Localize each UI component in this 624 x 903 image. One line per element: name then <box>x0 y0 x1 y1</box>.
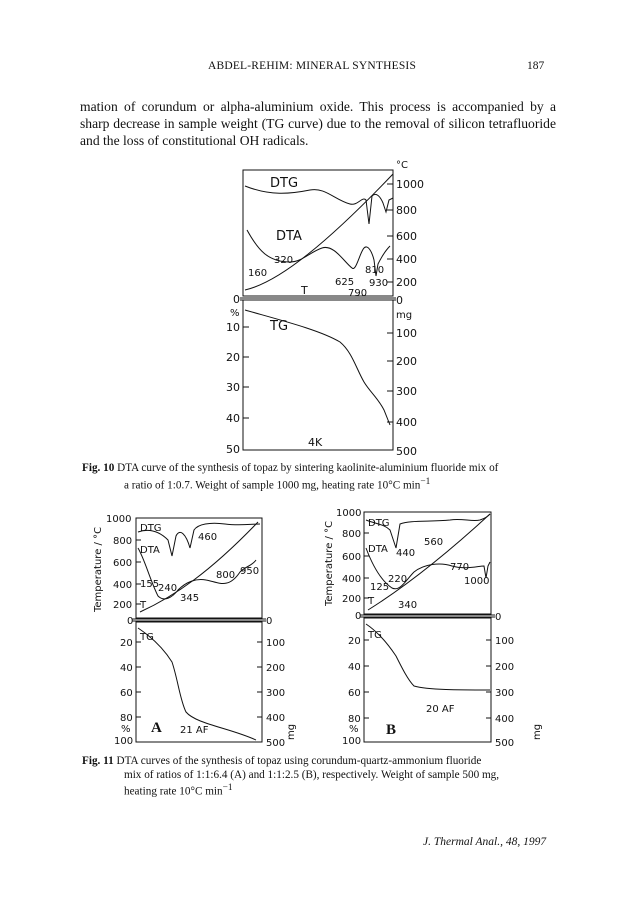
fig10-peak-790: 790 <box>348 288 368 299</box>
fig11-caption-sup: −1 <box>222 783 233 793</box>
fig11a-peak-460: 460 <box>198 532 218 543</box>
fig10-left-zero: 0 <box>233 293 240 306</box>
fig10-right-tick-400mg: 400 <box>396 416 417 429</box>
fig10-left-tick-20: 20 <box>226 351 240 364</box>
fig11a-pct-tick-40: 40 <box>120 663 133 674</box>
fig10-tg-label: TG <box>270 319 289 334</box>
fig10-caption-sup: −1 <box>420 476 431 487</box>
fig11a-peak-155: 155 <box>140 579 160 590</box>
fig10-right-tick-0: 0 <box>396 294 403 307</box>
fig11-caption-line3: heating rate 10°C min <box>124 785 223 798</box>
figure-11-caption <box>82 755 552 799</box>
fig11b-t-label: T <box>368 596 375 607</box>
fig11b-temp-tick-1000: 1000 <box>336 508 362 519</box>
fig11-caption-label: Fig. 11 <box>82 755 114 767</box>
fig10-left-tick-50: 50 <box>226 443 240 456</box>
fig11b-temp-tick-200: 200 <box>342 594 362 605</box>
fig11b-tg-curve <box>366 624 490 690</box>
fig10-right-tick-400: 400 <box>396 253 417 266</box>
fig10-right-tick-500: 500 <box>396 445 417 458</box>
fig10-right-tick-300: 300 <box>396 385 417 398</box>
fig11b-mg-tick-100: 100 <box>495 636 515 647</box>
fig11b-temp-tick-400: 400 <box>342 574 362 585</box>
fig11b-peak-770: 770 <box>450 562 470 573</box>
fig11b-dta-label: DTA <box>368 544 388 555</box>
fig10-caption-label: Fig. 10 <box>82 462 115 474</box>
fig10-dta-label: DTA <box>276 229 302 244</box>
fig11a-dta-label: DTA <box>140 545 160 556</box>
fig11b-peak-560: 560 <box>424 537 444 548</box>
fig11a-temp-tick-200: 200 <box>113 600 133 611</box>
fig10-right-tick-800: 800 <box>396 204 417 217</box>
fig11b-tg-label: TG <box>368 630 382 641</box>
fig10-peak-625: 625 <box>335 277 355 288</box>
fig11b-pct-tick-40: 40 <box>348 662 361 673</box>
fig10-lower-frame <box>243 300 393 450</box>
fig11b-pct-unit: % <box>349 724 359 735</box>
fig10-right-tick-1000: 1000 <box>396 178 424 191</box>
fig10-right-tick-200: 200 <box>396 276 417 289</box>
fig10-dtg-label: DTG <box>270 176 299 191</box>
fig11b-pct-tick-80: 80 <box>348 714 361 725</box>
fig11b-temp-tick-600: 600 <box>342 552 362 563</box>
fig10-right-tick-600: 600 <box>396 230 417 243</box>
fig11b-mg-tick-200: 200 <box>495 662 515 673</box>
fig11a-mg-tick-500: 500 <box>266 738 286 749</box>
fig11b-pct-tick-60: 60 <box>348 688 361 699</box>
fig11a-panel-letter: A <box>151 720 162 736</box>
fig10-right-unit-mass: mg <box>396 310 413 321</box>
fig10-peak-930: 930 <box>369 278 389 289</box>
fig10-left-tick-30: 30 <box>226 381 240 394</box>
fig11a-temp-tick-400: 400 <box>113 580 133 591</box>
fig11a-sample-label: 21 AF <box>180 725 209 736</box>
fig11b-y-axis-title: Temperature / °C <box>324 520 335 606</box>
fig11a-mg-tick-200: 200 <box>266 663 286 674</box>
fig11-caption-text: DTA curves of the synthesis of topaz using corundum-quartz-ammonium fluoride <box>113 755 482 767</box>
fig11b-mg-tick-0: 0 <box>495 612 502 623</box>
fig10-peak-810: 810 <box>365 265 385 276</box>
fig11a-pct-tick-100: 100 <box>114 736 134 747</box>
fig11b-peak-220: 220 <box>388 574 408 585</box>
fig11a-peak-950: 950 <box>240 566 260 577</box>
fig11b-mg-tick-500: 500 <box>495 738 515 749</box>
fig11b-pct-tick-100: 100 <box>342 736 362 747</box>
fig11a-peak-240: 240 <box>158 583 178 594</box>
fig11a-dtg-label: DTG <box>140 523 162 534</box>
page-number: 187 <box>527 60 545 72</box>
fig11a-mg-tick-300: 300 <box>266 688 286 699</box>
fig11a-y-axis-title: Temperature / °C <box>93 526 104 612</box>
fig11a-t-label: T <box>140 600 147 611</box>
fig11b-temp-tick-800: 800 <box>342 529 362 540</box>
fig11a-peak-800: 800 <box>216 570 236 581</box>
fig11b-mg-unit: mg <box>532 723 543 740</box>
fig11b-pct-tick-20: 20 <box>348 636 361 647</box>
body-paragraph: mation of corundum or alpha-aluminium oxide. This process is accompanied by a sharp decrease in sample weight (TG curve) due to the removal of silicon tetrafluoride and the loss of constitutional OH radicals. <box>80 99 556 148</box>
fig10-peak-320: 320 <box>274 255 294 266</box>
fig11b-lower-frame <box>364 618 491 742</box>
fig11b-peak-340: 340 <box>398 600 418 611</box>
fig11b-peak-1000: 1000 <box>464 576 490 587</box>
fig11b-temp-tick-0: 0 <box>355 611 362 622</box>
fig11a-temp-tick-0: 0 <box>127 616 134 627</box>
fig11a-mg-tick-100: 100 <box>266 638 286 649</box>
running-title: ABDEL-REHIM: MINERAL SYNTHESIS <box>207 60 417 72</box>
fig11b-panel-letter: B <box>386 722 397 738</box>
fig11a-mg-tick-0: 0 <box>266 616 273 627</box>
fig10-dtg-curve <box>245 186 393 224</box>
fig11a-pct-tick-20: 20 <box>120 638 133 649</box>
figure-10-caption <box>82 462 552 493</box>
fig11a-pct-tick-80: 80 <box>120 713 133 724</box>
fig11a-mg-unit: mg <box>286 723 297 740</box>
fig11b-dtg-label: DTG <box>368 518 390 529</box>
fig10-left-unit: % <box>230 308 240 319</box>
fig11b-mg-tick-300: 300 <box>495 688 515 699</box>
fig11b-peak-125: 125 <box>370 582 390 593</box>
fig11a-temp-tick-600: 600 <box>113 558 133 569</box>
fig11a-temp-tick-1000: 1000 <box>106 514 132 525</box>
fig10-right-tick-100: 100 <box>396 327 417 340</box>
fig10-caption-line2: a ratio of 1:0.7. Weight of sample 1000 mg, heating rate 10°C min <box>124 479 421 492</box>
fig11a-tg-label: TG <box>140 632 154 643</box>
fig11a-peak-345: 345 <box>180 593 200 604</box>
fig10-right-unit-temp: °C <box>396 160 408 171</box>
fig11b-peak-440: 440 <box>396 548 416 559</box>
fig10-t-label: T <box>301 284 308 297</box>
fig10-caption-text: DTA curve of the synthesis of topaz by sintering kaolinite-aluminium fluoride mix of <box>114 462 499 474</box>
fig10-sample-label: 4K <box>308 436 323 449</box>
fig10-tg-curve <box>245 310 390 425</box>
fig11-caption-line2: mix of ratios of 1:1:6.4 (A) and 1:1:2.5 (B), respectively. Weight of sample 500 mg, <box>124 768 500 781</box>
journal-footer: J. Thermal Anal., 48, 1997 <box>423 836 547 848</box>
fig11b-mg-tick-400: 400 <box>495 714 515 725</box>
fig11b-sample-label: 20 AF <box>426 704 455 715</box>
fig11a-temp-tick-800: 800 <box>113 536 133 547</box>
fig11a-mg-tick-400: 400 <box>266 713 286 724</box>
fig11a-pct-tick-60: 60 <box>120 688 133 699</box>
fig11a-pct-unit: % <box>121 724 131 735</box>
fig10-right-tick-200mg: 200 <box>396 355 417 368</box>
fig10-left-tick-40: 40 <box>226 412 240 425</box>
fig10-left-tick-10: 10 <box>226 321 240 334</box>
fig10-peak-160: 160 <box>248 268 268 279</box>
